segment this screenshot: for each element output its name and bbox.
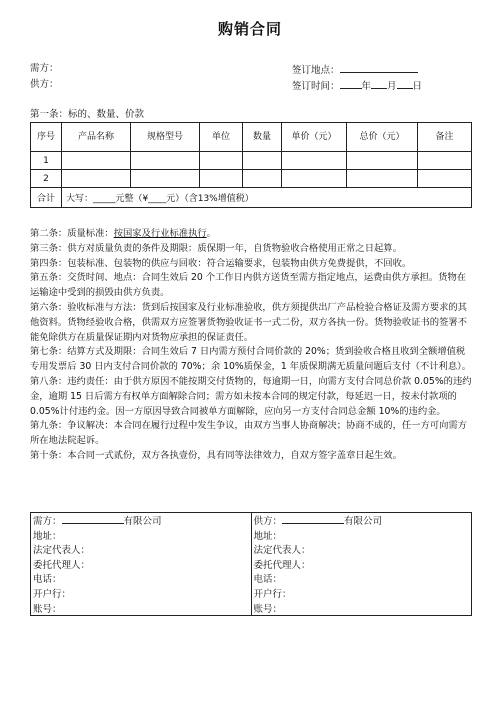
month-label: 月 [387, 81, 397, 92]
col-header: 总价（元） [347, 123, 418, 152]
clause-10: 第十条：本合同一式贰份，双方各执壹份，具有同等法律效力，自双方签字盖章日起生效。 [30, 449, 402, 461]
col-header: 规格型号 [131, 123, 200, 152]
party-info-table [30, 512, 472, 616]
sign-place-label: 签订地点： [292, 65, 340, 76]
col-header: 备注 [418, 123, 472, 152]
clause-5: 第五条：交货时间、地点：合同生效后 20 个工作日内供方送货至需方指定地点，运费由供方承担。货物在运输途中受到的损毁由供方负责。 [30, 272, 467, 299]
clause-8: 第八条：违约责任：由于供方原因不能按期交付货物的，每逾期一日，向需方支付合同总价款 0.05%的违约金，逾期 15 日后需方有权单方面解除合同；需方如未按本合同的规定付款，每延迟一日，按未付款项的 0.05%计付违约金。因一方原因导致合同被单方面解除，应向另一方支付合同总金额 10%的违约金。 [30, 375, 472, 417]
total-amount: 大写：_____元整（¥____元）（含13%增值税） [62, 188, 472, 208]
table-header-row [31, 123, 472, 152]
buyer-info [31, 513, 251, 615]
table-row [31, 152, 472, 170]
seller-bank: 开户行： [253, 588, 292, 600]
quality-standard: 按国家及行业标准执行 [113, 228, 207, 239]
year-label: 年 [361, 81, 372, 92]
seller-label: 供方： [30, 79, 59, 90]
buyer-agent: 委托代理人： [33, 559, 91, 571]
items-table [30, 122, 472, 208]
buyer-legal-rep: 法定代表人： [33, 545, 91, 557]
sign-time [292, 78, 422, 94]
row-number: 1 [31, 152, 62, 170]
total-row [31, 188, 472, 208]
seller-info [251, 513, 472, 615]
seller-phone: 电话： [253, 574, 283, 586]
buyer-label: 需方： [30, 63, 59, 74]
row-number: 2 [31, 170, 62, 188]
buyer-address: 地址： [33, 530, 62, 542]
sign-place-blank [340, 62, 418, 73]
col-header: 数量 [243, 123, 282, 152]
table-row [31, 170, 472, 188]
seller-company: 供方： 有限公司 [254, 513, 472, 530]
clause-7: 第七条：结算方式及期限：合同生效后 7 日内需方预付合同价款的 20%；货到验收合格且收到全额增值税专用发票后 30 日内支付合同价款的 70%；余 10%质保金，1 年质保期满无质量问题后支付（不计利息）。 [30, 346, 472, 373]
total-label: 合计 [31, 188, 62, 208]
document-title: 购销合同 [217, 20, 282, 38]
clause-3: 第三条：供方对质量负责的条件及期限：质保期一年，自货物验收合格使用正常之日起算。 [30, 242, 402, 254]
col-header: 产品名称 [62, 123, 131, 152]
clause-6: 第六条：验收标准与方法：货到后按国家及行业标准验收，供方须提供出厂产品检验合格证及需方要求的其他资料。货物经验收合格，供需双方应签署货物验收证书一式二份，双方各执一份。货物验收证书的签署不能免除供方在质量保证期内对货物应承担的保证责任。 [30, 301, 467, 343]
buyer-phone: 电话： [33, 574, 62, 586]
day-label: 日 [412, 81, 423, 92]
seller-legal-rep: 法定代表人： [253, 545, 311, 557]
buyer-bank: 开户行： [33, 588, 72, 600]
sign-time-label: 签订时间： [292, 81, 340, 92]
clause-2: 第二条：质量标准：按国家及行业标准执行。 [30, 228, 216, 239]
contract-clauses [30, 227, 474, 464]
clause-9: 第九条：争议解决：本合同在履行过程中发生争议，由双方当事人协商解决；协商不成的，任一方可向需方所在地法院起诉。 [30, 420, 467, 447]
seller-address: 地址： [253, 530, 283, 542]
buyer-company: 需方： 有限公司 [33, 513, 251, 530]
clause-4: 第四条：包装标准、包装物的供应与回收：符合运输要求，包装物由供方免费提供，不回收。 [30, 257, 412, 269]
col-header: 单价（元） [282, 123, 347, 152]
sign-place [292, 62, 418, 78]
buyer-account: 账号： [33, 603, 62, 615]
seller-agent: 委托代理人： [253, 559, 311, 571]
seller-account: 账号： [253, 603, 283, 615]
clause-1-heading: 第一条：标的、数量、价款 [30, 109, 145, 120]
col-header: 单位 [200, 123, 243, 152]
col-header: 序号 [31, 123, 62, 152]
